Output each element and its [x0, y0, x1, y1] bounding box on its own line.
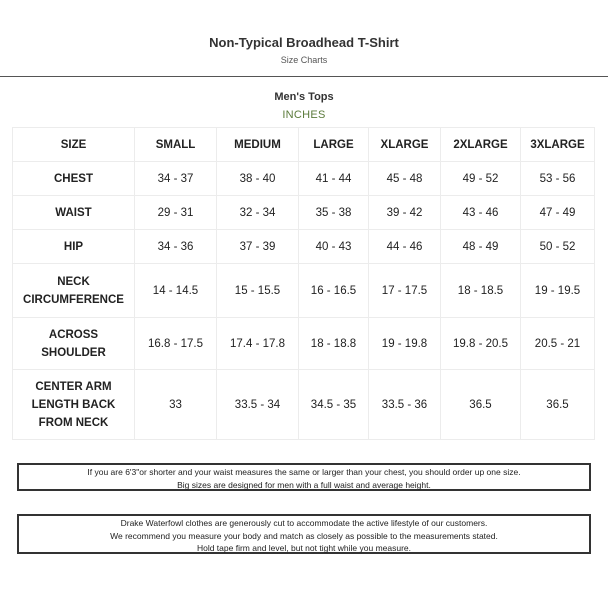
table-cell: 20.5 - 21 — [521, 318, 595, 370]
row-label-chest: CHEST — [13, 162, 135, 196]
table-cell: 36.5 — [521, 370, 595, 440]
row-label-hip: HIP — [13, 230, 135, 264]
note-line: Big sizes are designed for men with a full waist and average height. — [177, 479, 431, 490]
row-label-across-shoulder: ACROSS SHOULDER — [13, 318, 135, 370]
page-header — [0, 0, 608, 77]
note-line: If you are 6'3"or shorter and your waist measures the same or larger than your chest, you should order up one size. — [87, 467, 521, 477]
size-chart-table — [12, 127, 595, 440]
column-header-2xlarge: 2XLARGE — [441, 128, 521, 162]
table-cell: 39 - 42 — [369, 196, 441, 230]
page-title: Non-Typical Broadhead T-Shirt — [209, 35, 399, 50]
table-cell: 35 - 38 — [299, 196, 369, 230]
fit-advice-note — [17, 463, 591, 491]
table-cell: 50 - 52 — [521, 230, 595, 264]
column-header-medium: MEDIUM — [217, 128, 299, 162]
table-cell: 38 - 40 — [217, 162, 299, 196]
table-cell: 34 - 36 — [135, 230, 217, 264]
note-line: Hold tape firm and level, but not tight while you measure. — [196, 543, 412, 553]
row-label-center-arm-length: CENTER ARM LENGTH BACK FROM NECK — [13, 370, 135, 440]
table-cell: 19 - 19.5 — [521, 264, 595, 318]
table-cell: 14 - 14.5 — [135, 264, 217, 318]
table-row — [13, 264, 595, 318]
table-cell: 41 - 44 — [299, 162, 369, 196]
table-cell: 33 — [135, 370, 217, 440]
table-cell: 43 - 46 — [441, 196, 521, 230]
note-line: Drake Waterfowl clothes are generously cut to accommodate the active lifestyle of our customers. — [120, 518, 488, 528]
table-cell: 16 - 16.5 — [299, 264, 369, 318]
table-row — [13, 162, 595, 196]
table-cell: 45 - 48 — [369, 162, 441, 196]
table-cell: 18 - 18.8 — [299, 318, 369, 370]
measuring-advice-note — [17, 514, 591, 554]
table-row — [13, 196, 595, 230]
unit-label: INCHES — [282, 109, 326, 121]
table-cell: 17 - 17.5 — [369, 264, 441, 318]
table-cell: 18 - 18.5 — [441, 264, 521, 318]
table-row — [13, 370, 595, 440]
table-cell: 33.5 - 36 — [369, 370, 441, 440]
table-cell: 29 - 31 — [135, 196, 217, 230]
table-cell: 40 - 43 — [299, 230, 369, 264]
row-label-waist: WAIST — [13, 196, 135, 230]
table-cell: 19.8 - 20.5 — [441, 318, 521, 370]
column-header-small: SMALL — [135, 128, 217, 162]
table-cell: 49 - 52 — [441, 162, 521, 196]
column-header-size: SIZE — [13, 128, 135, 162]
section-title: Men's Tops — [274, 91, 334, 103]
table-cell: 19 - 19.8 — [369, 318, 441, 370]
table-cell: 16.8 - 17.5 — [135, 318, 217, 370]
page-subtitle: Size Charts — [280, 55, 328, 65]
column-header-large: LARGE — [299, 128, 369, 162]
column-header-xlarge: XLARGE — [369, 128, 441, 162]
table-cell: 34.5 - 35 — [299, 370, 369, 440]
table-cell: 47 - 49 — [521, 196, 595, 230]
note-line: We recommend you measure your body and match as closely as possible to the measurements stated. — [110, 530, 498, 541]
table-cell: 44 - 46 — [369, 230, 441, 264]
table-cell: 32 - 34 — [217, 196, 299, 230]
table-header-row — [13, 128, 595, 162]
table-cell: 37 - 39 — [217, 230, 299, 264]
table-row — [13, 318, 595, 370]
table-cell: 53 - 56 — [521, 162, 595, 196]
table-cell: 34 - 37 — [135, 162, 217, 196]
table-cell: 33.5 - 34 — [217, 370, 299, 440]
table-cell: 36.5 — [441, 370, 521, 440]
table-cell: 48 - 49 — [441, 230, 521, 264]
table-cell: 15 - 15.5 — [217, 264, 299, 318]
column-header-3xlarge: 3XLARGE — [521, 128, 595, 162]
table-cell: 17.4 - 17.8 — [217, 318, 299, 370]
table-row — [13, 230, 595, 264]
row-label-neck-circumference: NECK CIRCUMFERENCE — [13, 264, 135, 318]
